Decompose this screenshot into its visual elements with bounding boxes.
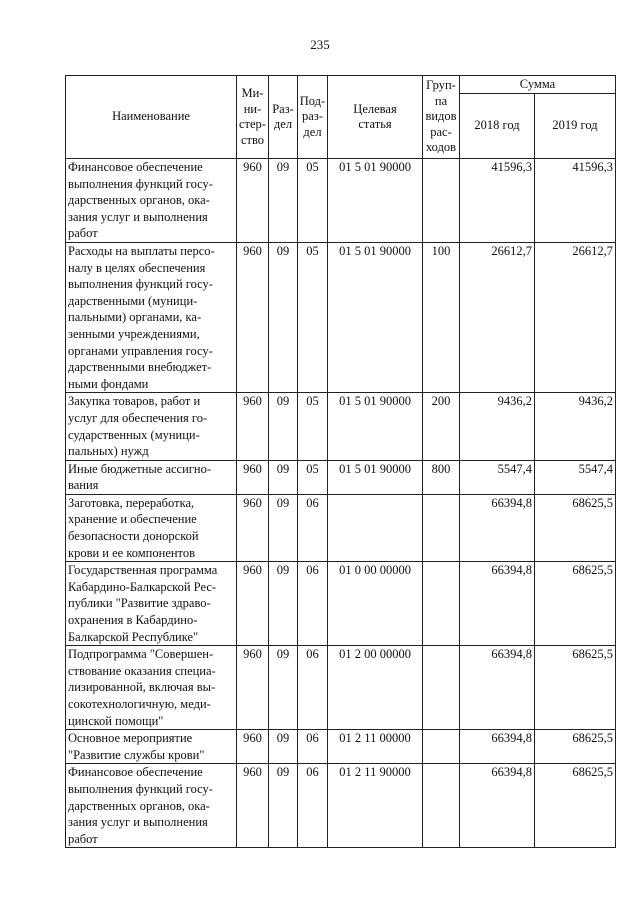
row-sum-2018: 9436,2 [460,393,535,460]
row-name: Финансовое обеспечение выполнения функций госу- дарственных органов, ока- зания услуг и выполнения работ [66,159,237,243]
row-section: 09 [269,393,298,460]
row-name: Заготовка, переработка, хранение и обеспечение безопасности донорской крови и ее компонентов [66,494,237,561]
table-header [66,76,616,159]
row-ministry: 960 [237,242,269,392]
row-target-article: 01 5 01 90000 [328,159,423,243]
row-name: Государственная программа Кабардино-Балкарской Рес- публики "Развитие здраво- охранения в Кабардино- Балкарской Республике" [66,562,237,646]
row-name: Иные бюджетные ассигно- вания [66,460,237,494]
row-section: 09 [269,646,298,730]
row-section: 09 [269,730,298,764]
row-subsection: 05 [298,393,328,460]
row-target-article: 01 0 00 00000 [328,562,423,646]
table-row [66,242,616,392]
row-sum-2019: 68625,5 [535,494,616,561]
row-name: Финансовое обеспечение выполнения функций госу- дарственных органов, ока- зания услуг и выполнения работ [66,764,237,848]
row-ministry: 960 [237,562,269,646]
row-ministry: 960 [237,159,269,243]
row-section: 09 [269,494,298,561]
row-sum-2018: 66394,8 [460,562,535,646]
row-sum-2018: 66394,8 [460,494,535,561]
row-section: 09 [269,460,298,494]
row-sum-2018: 66394,8 [460,764,535,848]
table-row [66,562,616,646]
header-ministry: Ми- ни- стер- ство [237,76,269,159]
row-sum-2019: 26612,7 [535,242,616,392]
row-subsection: 05 [298,460,328,494]
row-subsection: 06 [298,764,328,848]
row-target-article: 01 5 01 90000 [328,460,423,494]
row-ministry: 960 [237,730,269,764]
row-subsection: 05 [298,159,328,243]
row-sum-2018: 5547,4 [460,460,535,494]
row-expense-group [423,646,460,730]
row-name: Основное мероприятие "Развитие службы крови" [66,730,237,764]
row-name: Расходы на выплаты персо- налу в целях обеспечения выполнения функций госу- дарственными (муници- пальными) органами, ка- зенными учреждениями, органами управления госу- дарственными внебюджет- ными фондами [66,242,237,392]
row-expense-group: 800 [423,460,460,494]
table-row [66,646,616,730]
row-sum-2018: 26612,7 [460,242,535,392]
budget-table [65,75,616,848]
row-subsection: 06 [298,562,328,646]
row-ministry: 960 [237,494,269,561]
row-expense-group [423,159,460,243]
table-body [66,159,616,848]
table-row [66,393,616,460]
row-subsection: 06 [298,494,328,561]
row-expense-group [423,764,460,848]
row-expense-group [423,562,460,646]
page-number: 235 [310,37,330,52]
row-name: Подпрограмма "Совершен- ствование оказания специа- лизированной, включая вы- сокотехнологичную, меди- цинской помощи" [66,646,237,730]
row-section: 09 [269,764,298,848]
table-row [66,730,616,764]
row-expense-group [423,494,460,561]
row-ministry: 960 [237,646,269,730]
row-section: 09 [269,562,298,646]
row-target-article [328,494,423,561]
row-sum-2018: 41596,3 [460,159,535,243]
row-name: Закупка товаров, работ и услуг для обеспечения го- сударственных (муници- пальных) нужд [66,393,237,460]
row-sum-2019: 5547,4 [535,460,616,494]
table-row [66,494,616,561]
row-target-article: 01 2 00 00000 [328,646,423,730]
header-target-article: Целевая статья [328,76,423,159]
row-target-article: 01 5 01 90000 [328,393,423,460]
header-year-2018: 2018 год [460,94,535,159]
row-section: 09 [269,242,298,392]
row-section: 09 [269,159,298,243]
header-subsection: Под- раз- дел [298,76,328,159]
header-sum: Сумма [460,76,616,94]
row-sum-2019: 9436,2 [535,393,616,460]
row-ministry: 960 [237,393,269,460]
row-ministry: 960 [237,460,269,494]
row-sum-2018: 66394,8 [460,730,535,764]
table-row [66,764,616,848]
header-section: Раз- дел [269,76,298,159]
row-subsection: 06 [298,730,328,764]
row-sum-2019: 68625,5 [535,764,616,848]
row-subsection: 06 [298,646,328,730]
row-sum-2019: 41596,3 [535,159,616,243]
table-row [66,159,616,243]
row-sum-2019: 68625,5 [535,562,616,646]
row-ministry: 960 [237,764,269,848]
row-sum-2019: 68625,5 [535,730,616,764]
row-target-article: 01 5 01 90000 [328,242,423,392]
row-sum-2019: 68625,5 [535,646,616,730]
row-expense-group: 200 [423,393,460,460]
header-expense-group: Груп- па видов рас- ходов [423,76,460,159]
header-year-2019: 2019 год [535,94,616,159]
row-target-article: 01 2 11 00000 [328,730,423,764]
row-subsection: 05 [298,242,328,392]
row-expense-group: 100 [423,242,460,392]
row-sum-2018: 66394,8 [460,646,535,730]
row-expense-group [423,730,460,764]
table-row [66,460,616,494]
row-target-article: 01 2 11 90000 [328,764,423,848]
header-name: Наименование [66,76,237,159]
